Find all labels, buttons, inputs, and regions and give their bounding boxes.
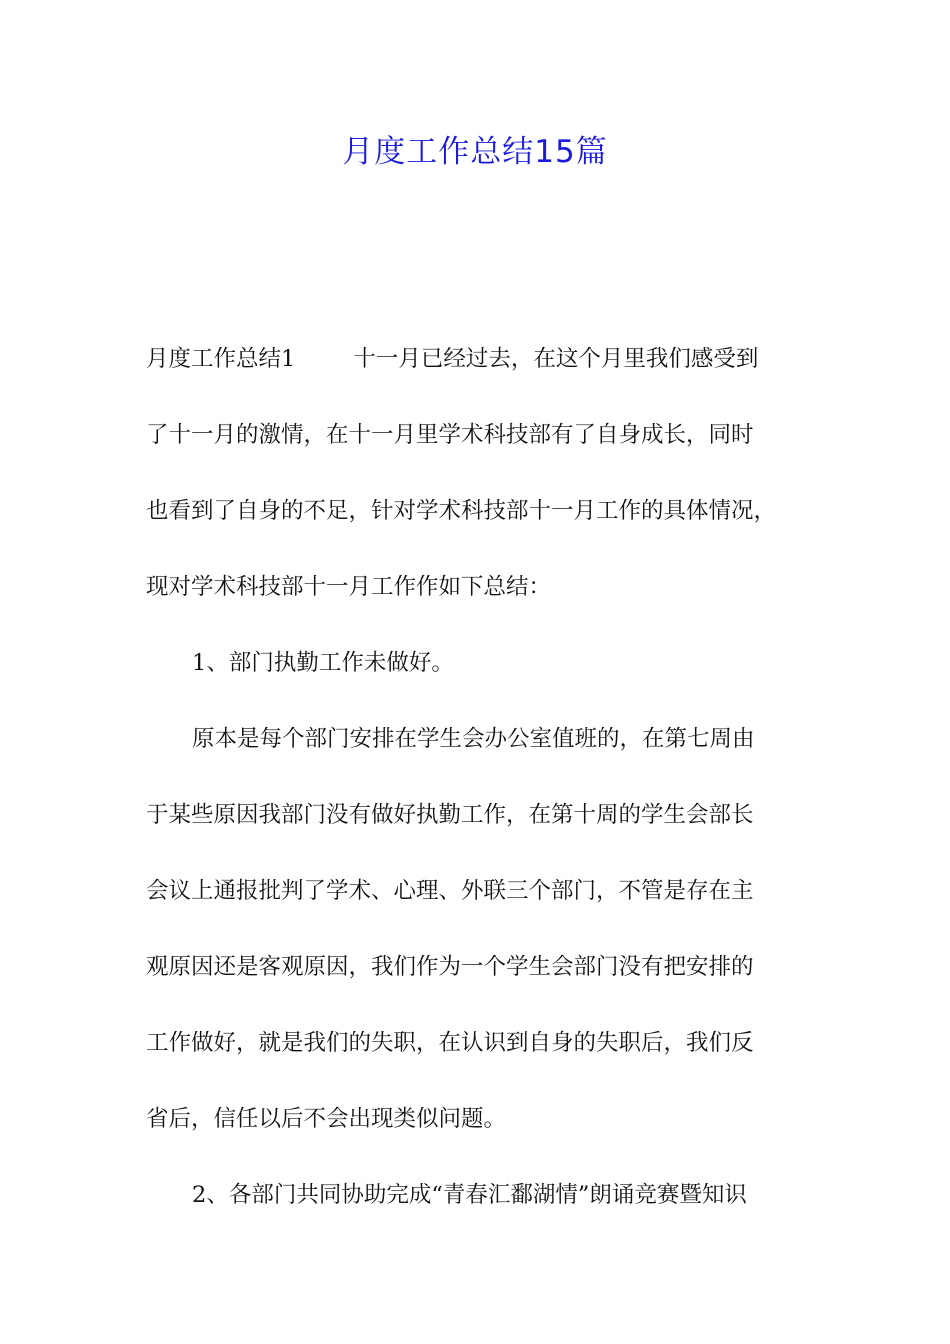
paragraph-line: 于某些原因我部门没有做好执勤工作，在第十周的学生会部长 bbox=[146, 802, 754, 828]
line-text: 十一月已经过去，在这个月里我们感受到 bbox=[353, 346, 759, 372]
paragraph-line: 工作做好，就是我们的失职，在认识到自身的失职后，我们反 bbox=[146, 1030, 754, 1056]
paragraph-line: 了十一月的激情，在十一月里学术科技部有了自身成长，同时 bbox=[146, 422, 754, 448]
paragraph-line: 也看到了自身的不足，针对学术科技部十一月工作的具体情况， bbox=[146, 498, 777, 524]
paragraph-line: 省后，信任以后不会出现类似问题。 bbox=[146, 1106, 507, 1132]
paragraph-line bbox=[146, 342, 836, 376]
paragraph-line: 会议上通报批判了学术、心理、外联三个部门，不管是存在主 bbox=[146, 878, 754, 904]
paragraph-line: 现对学术科技部十一月工作作如下总结： bbox=[146, 574, 552, 600]
item-heading: 1、部门执勤工作未做好。 bbox=[192, 650, 454, 676]
page-title: 月度工作总结15篇 bbox=[342, 134, 608, 170]
paragraph-line: 观原因还是客观原因，我们作为一个学生会部门没有把安排的 bbox=[146, 954, 754, 980]
paragraph-line: 原本是每个部门安排在学生会办公室值班的，在第七周由 bbox=[192, 726, 755, 752]
section-heading: 月度工作总结1 bbox=[146, 346, 296, 372]
item-heading: 2、各部门共同协助完成“青春汇鄱湖情”朗诵竞赛暨知识 bbox=[192, 1182, 747, 1208]
